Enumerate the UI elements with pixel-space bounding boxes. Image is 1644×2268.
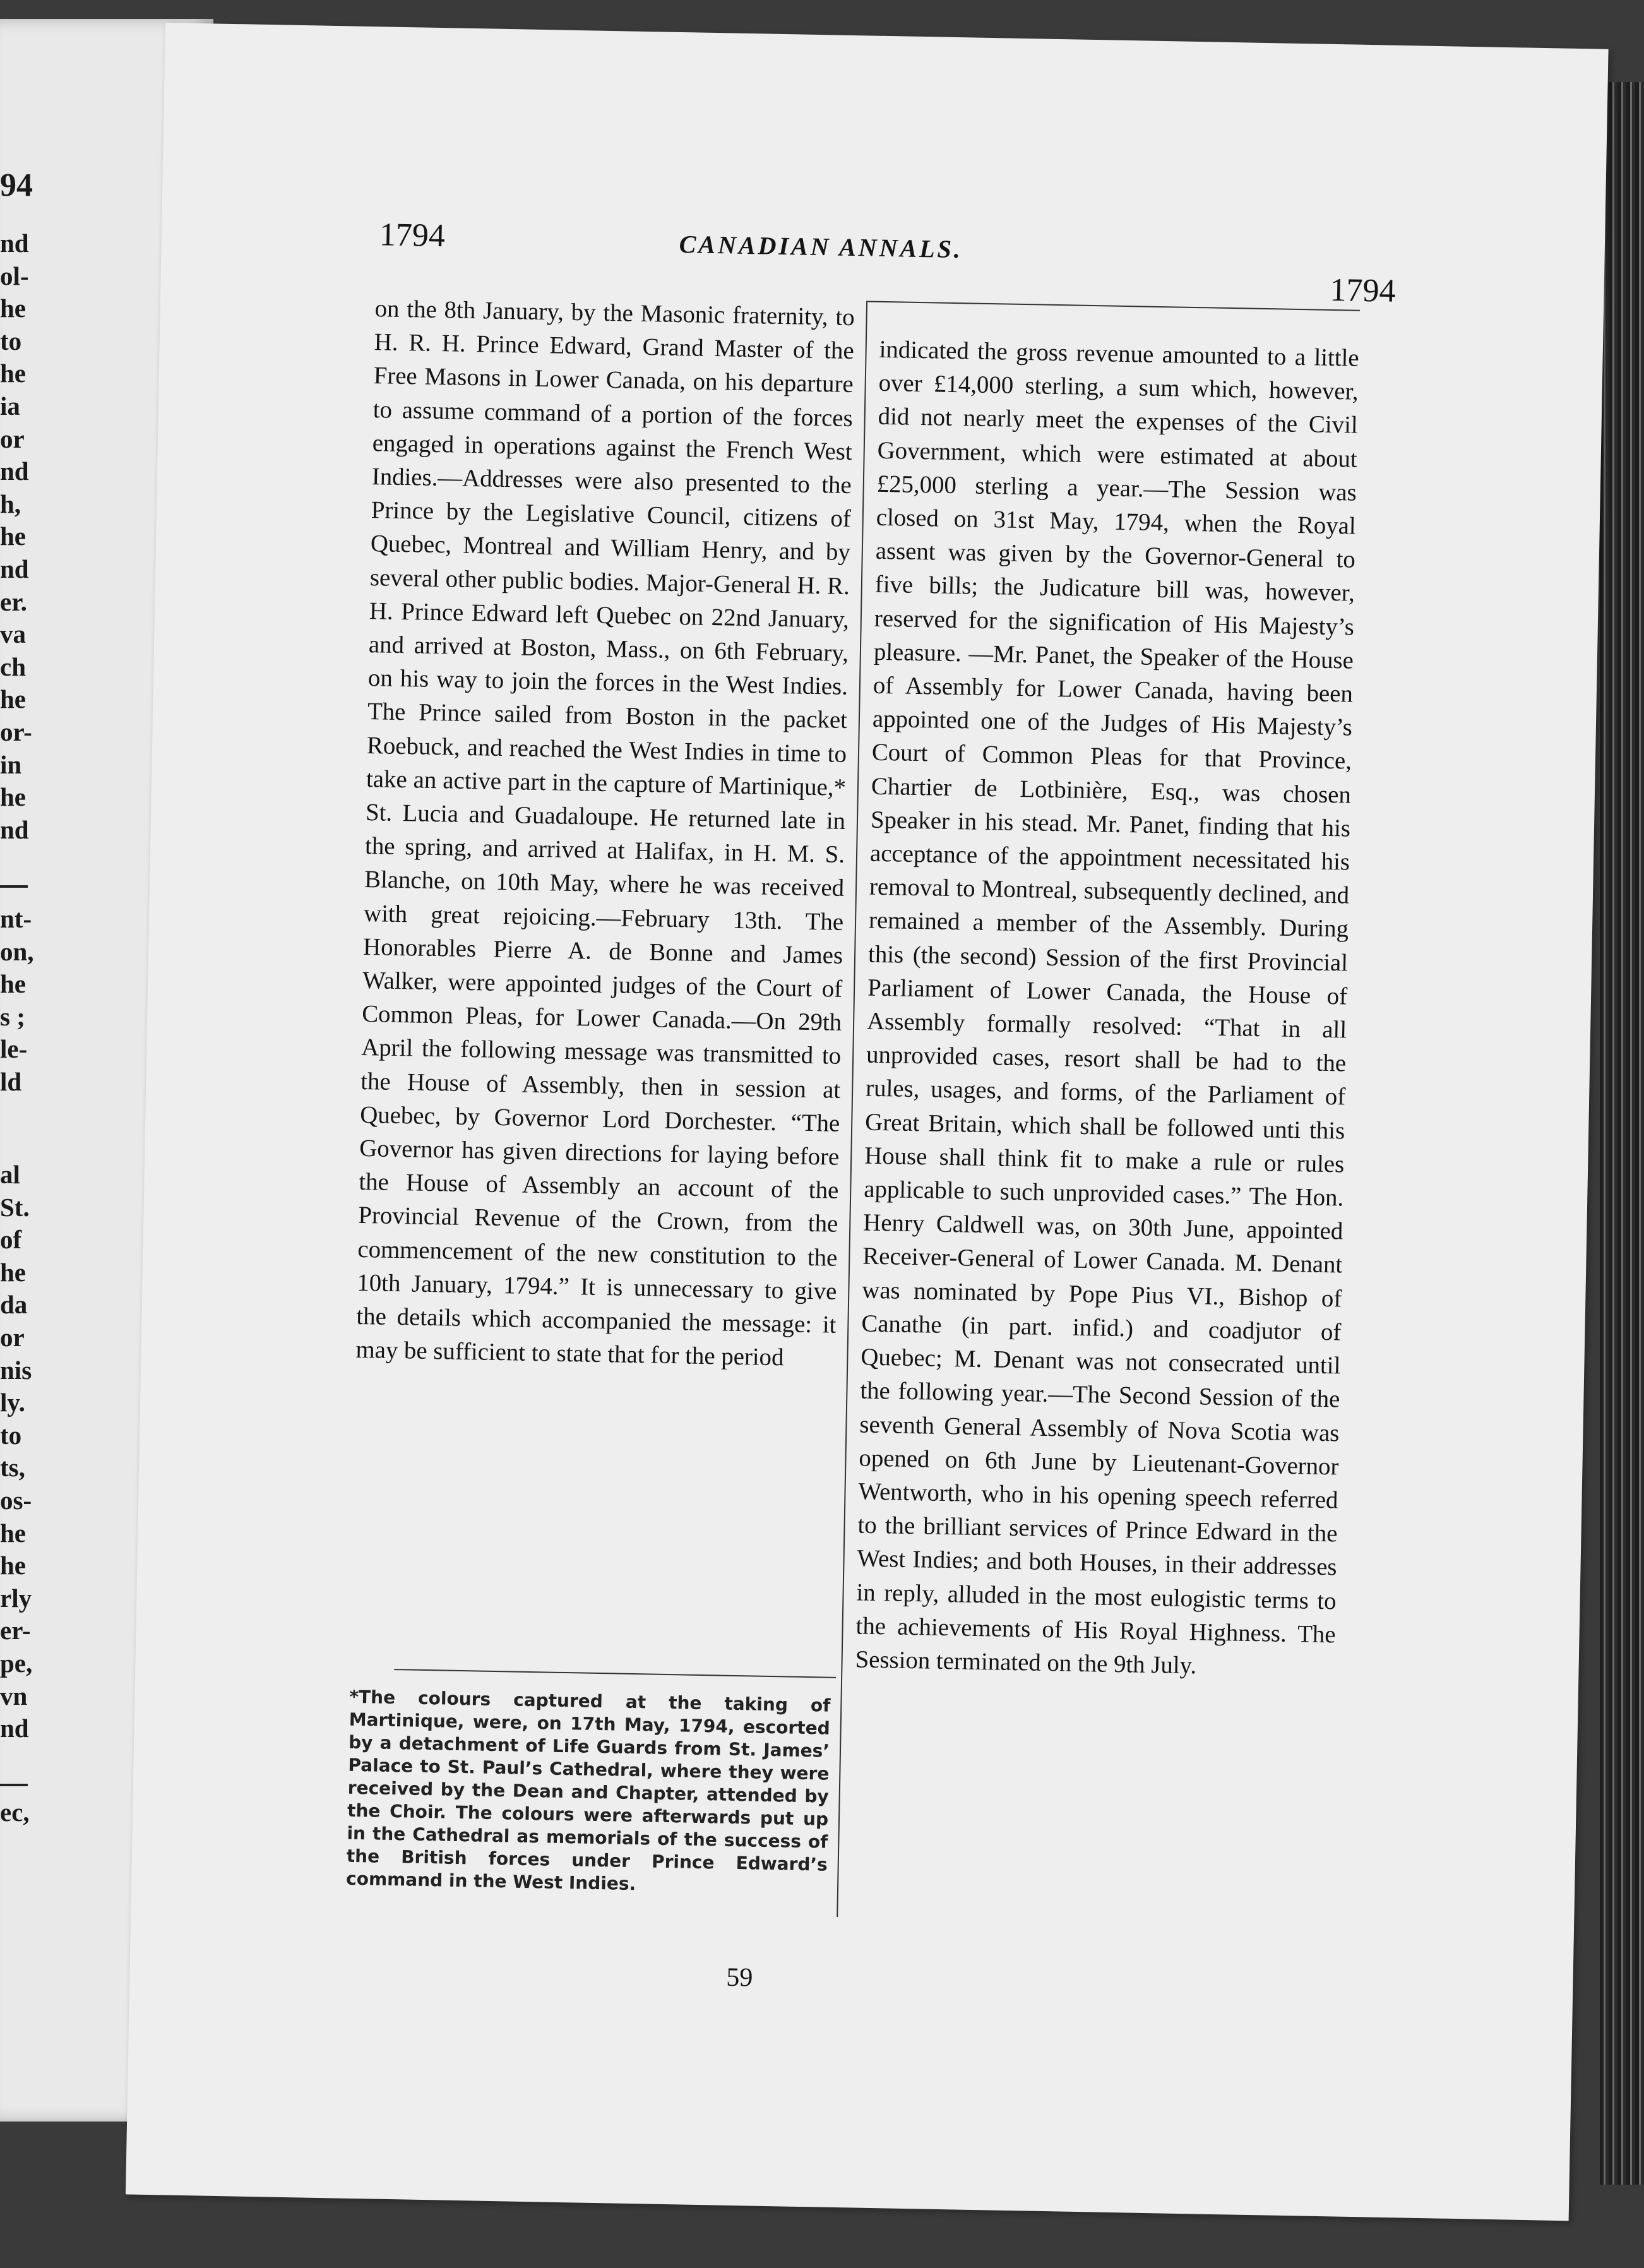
facing-page-fragment: he — [0, 1518, 26, 1548]
facing-page-fragment: ch — [0, 652, 26, 681]
facing-page-fragment: he — [0, 359, 26, 388]
footnote: *The colours captured at the taking of Martinique, were, on 17th May, 1794, escorted by a detachment of Life Guards from St. James’ Palace to St. Paul’s Cathedral, where they were received by the Dean and Chapter, attended by the Choir. The colours were afterwards put up in the Cathedral as memorials of the success of the British forces under Prince Edward’s command in the West Indies. — [345, 1686, 831, 1895]
facing-page-fragment: he — [0, 294, 26, 323]
running-header — [161, 212, 1605, 309]
header-rule — [867, 301, 1360, 311]
facing-page-fragment: or — [0, 424, 25, 453]
facing-page-fragment: vn — [0, 1681, 28, 1710]
facing-page-fragment: er- — [0, 1616, 31, 1645]
facing-page-fragment: nd — [0, 815, 29, 844]
page-number: 59 — [725, 1962, 753, 1993]
facing-page-fragment: he — [0, 1551, 26, 1580]
facing-page-year: 94 — [0, 167, 33, 203]
facing-page-fragment: he — [0, 782, 26, 812]
facing-page-fragment: nd — [0, 1714, 29, 1743]
facing-page-fragment: nis — [0, 1355, 32, 1385]
facing-page-rule — [0, 885, 28, 888]
facing-page-fragment: or — [0, 1323, 25, 1352]
facing-page-fragment: rly — [0, 1583, 32, 1613]
facing-page-fragment: nd — [0, 457, 29, 486]
facing-page-fragment: pe, — [0, 1649, 33, 1678]
left-column — [355, 292, 855, 1375]
facing-page-fragment: he — [0, 969, 26, 999]
facing-page-fragment: s ; — [0, 1001, 25, 1031]
facing-page-fragment: to — [0, 326, 22, 355]
header-year-left: 1794 — [379, 217, 446, 254]
facing-page-fragment: he — [0, 684, 26, 714]
facing-page-fragment: nt- — [0, 904, 32, 933]
facing-page-fragment: he — [0, 522, 26, 551]
book-page-edges — [1600, 82, 1644, 2185]
facing-page-fragment: va — [0, 619, 26, 649]
facing-page-fragment: on, — [0, 936, 34, 966]
facing-page-fragment: to — [0, 1420, 22, 1450]
facing-page-fragment: h, — [0, 489, 21, 518]
facing-page-fragment: St. — [0, 1192, 30, 1222]
facing-page-fragment: da — [0, 1290, 28, 1320]
facing-page-fragment: ec, — [0, 1798, 30, 1827]
facing-page-fragment: ts, — [0, 1453, 25, 1483]
facing-page-fragment: er. — [0, 587, 27, 616]
header-year-right: 1794 — [1330, 272, 1397, 309]
facing-page-fragment: nd — [0, 554, 29, 583]
facing-page-fragment: ly. — [0, 1388, 25, 1418]
facing-page-fragment: al — [0, 1160, 20, 1189]
facing-page-fragment: of — [0, 1225, 22, 1255]
facing-page-rule-2 — [0, 1784, 28, 1786]
facing-page-fragment: or- — [0, 717, 32, 746]
facing-page-fragment: le- — [0, 1034, 28, 1064]
facing-page-fragment: he — [0, 1257, 26, 1287]
facing-page-fragment: nd — [0, 229, 29, 258]
facing-page-fragment: in — [0, 749, 22, 779]
footnote-rule — [394, 1669, 836, 1678]
book-page — [126, 23, 1609, 2221]
right-column-text: indicated the gross revenue amounted to a little over £14,000 sterling, a sum which, however, did not nearly meet the expenses of the Civil Government, which were estimated at about £25,000 sterling a year.—The Session was closed on 31st May, 1794, when the Royal assent was given by the Governor-General to five bills; the Judicature bill was, however, reserved for the signification of His Majesty’s pleasure. —Mr. Panet, the Speaker of the House of Assembly for Lower Canada, having been appointed one of the Judges of His Majesty’s Court of Common Pleas for that Province, Chartier de Lotbinière, Esq., was chosen Speaker in his stead. Mr. Panet, finding that his acceptance of the appointment necessitated his removal to Montreal, subsequently declined, and remained a member of the Assembly. During this (the second) Session of the first Provincial Parliament of Lower Canada, the House of Assembly formally resolved: “That in all unprovided cases, resort shall be had to the rules, usages, and forms, of the Parliament of Great Britain, which shall be followed unti this House shall think fit to make a rule or rules applicable to such unprovided cases.” The Hon. Henry Caldwell was, on 30th June, appointed Receiver-General of Lower Canada. M. Denant was nominated by Pope Pius VI., Bishop of Canathe (in part. infid.) and coadjutor of Quebec; M. Denant was not consecrated until the following year.—The Second Session of the seventh General Assembly of Nova Scotia was opened on 6th June by Lieutenant-Governor Wentworth, who in his opening speech referred to the brilliant services of Prince Edward in the West Indies; and both Houses, in their addresses in reply, alluded in the most eulogistic terms to the achievements of His Royal Highness. The Session terminated on the 9th July. — [855, 335, 1359, 1680]
right-column — [855, 333, 1359, 1685]
left-column-text: on the 8th January, by the Masonic fraternity, to H. R. H. Prince Edward, Grand Master of the Free Masons in Lower Canada, on his departure to assume command of a portion of the forces engaged in operations against the French West Indies.—Addresses were also presented to the Prince by the Legislative Council, citizens of Quebec, Montreal and William Henry, and by several other public bodies. Major-General H. R. H. Prince Edward left Quebec on 22nd January, and arrived at Boston, Mass., on 6th February, on his way to join the forces in the West Indies. The Prince sailed from Boston in the packet Roebuck, and reached the West Indies in time to take an active part in the capture of Martinique,* St. Lucia and Guadaloupe. He returned late in the spring, and arrived at Halifax, in H. M. S. Blanche, on 10th May, where he was received with great rejoicing.—February 13th. The Honorables Pierre A. de Bonne and James Walker, were appointed judges of the Court of Common Pleas, for Lower Canada.—On 29th April the following message was transmitted to the House of Assembly, then in session at Quebec, by Governor Lord Dorchester. “The Governor has given directions for laying before the House of Assembly an account of the Provincial Revenue of the Crown, from the commencement of the new constitution to the 10th January, 1794.” It is unnecessary to give the details which accompanied the message: it may be sufficient to state that for the period — [355, 295, 855, 1371]
facing-page-fragment: os- — [0, 1486, 32, 1515]
facing-page-fragment: ol- — [0, 261, 29, 290]
facing-page-fragment: ia — [0, 391, 20, 421]
running-title: CANADIAN ANNALS. — [679, 229, 963, 264]
facing-page-fragment: ld — [0, 1067, 22, 1096]
